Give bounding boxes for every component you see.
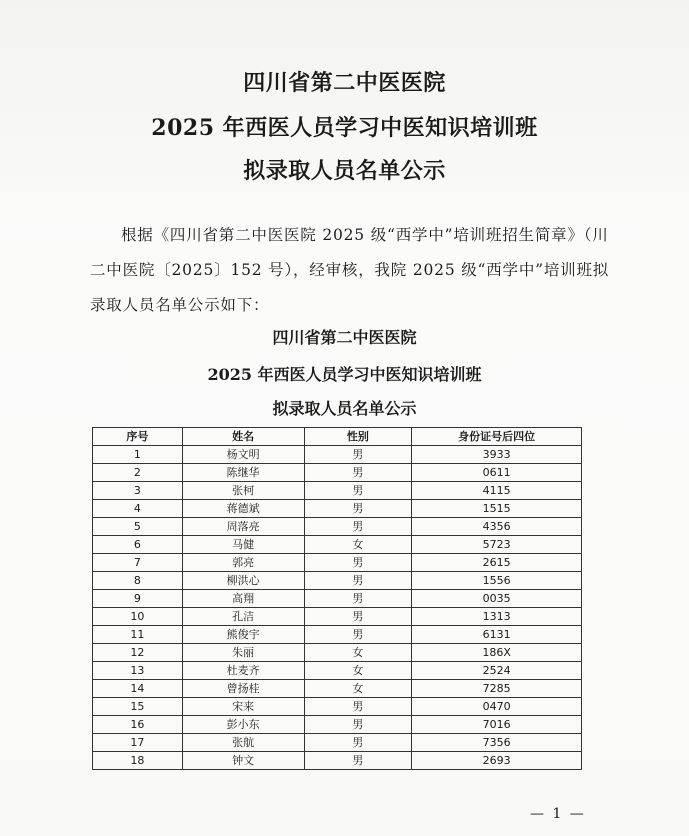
cell-name: 杨文明 bbox=[182, 446, 304, 464]
cell-index: 15 bbox=[93, 698, 183, 716]
cell-name: 张航 bbox=[182, 734, 304, 752]
table-header-row bbox=[93, 428, 582, 446]
cell-name: 郭亮 bbox=[182, 554, 304, 572]
cell-name: 朱丽 bbox=[182, 644, 304, 662]
cell-id-last4: 7285 bbox=[412, 680, 582, 698]
cell-gender: 男 bbox=[304, 500, 412, 518]
cell-id-last4: 7016 bbox=[412, 716, 582, 734]
cell-name: 宋来 bbox=[182, 698, 304, 716]
cell-index: 2 bbox=[93, 464, 183, 482]
cell-name: 张柯 bbox=[182, 482, 304, 500]
cell-gender: 男 bbox=[304, 572, 412, 590]
cell-index: 6 bbox=[93, 536, 183, 554]
header-gender: 性别 bbox=[304, 428, 412, 446]
table-row bbox=[93, 698, 582, 716]
cell-name: 周落亮 bbox=[182, 518, 304, 536]
cell-gender: 女 bbox=[304, 644, 412, 662]
cell-name: 曾扬桂 bbox=[182, 680, 304, 698]
table-row bbox=[93, 518, 582, 536]
cell-id-last4: 1556 bbox=[412, 572, 582, 590]
cell-id-last4: 1515 bbox=[412, 500, 582, 518]
header-index: 序号 bbox=[93, 428, 183, 446]
table-row bbox=[93, 554, 582, 572]
cell-name: 高翔 bbox=[182, 590, 304, 608]
cell-index: 10 bbox=[93, 608, 183, 626]
cell-index: 13 bbox=[93, 662, 183, 680]
table-row bbox=[93, 644, 582, 662]
table-row bbox=[93, 662, 582, 680]
page-number: — 1 — bbox=[530, 806, 586, 822]
cell-gender: 男 bbox=[304, 608, 412, 626]
cell-index: 17 bbox=[93, 734, 183, 752]
cell-id-last4: 7356 bbox=[412, 734, 582, 752]
cell-gender: 男 bbox=[304, 716, 412, 734]
cell-index: 5 bbox=[93, 518, 183, 536]
table-row bbox=[93, 464, 582, 482]
table-row bbox=[93, 446, 582, 464]
cell-id-last4: 1313 bbox=[412, 608, 582, 626]
cell-index: 4 bbox=[93, 500, 183, 518]
table-row bbox=[93, 626, 582, 644]
cell-id-last4: 4115 bbox=[412, 482, 582, 500]
cell-name: 熊俊宇 bbox=[182, 626, 304, 644]
cell-gender: 男 bbox=[304, 590, 412, 608]
cell-id-last4: 4356 bbox=[412, 518, 582, 536]
cell-gender: 男 bbox=[304, 446, 412, 464]
cell-id-last4: 6131 bbox=[412, 626, 582, 644]
cell-id-last4: 0035 bbox=[412, 590, 582, 608]
cell-name: 蒋德斌 bbox=[182, 500, 304, 518]
cell-id-last4: 2693 bbox=[412, 752, 582, 770]
cell-gender: 女 bbox=[304, 662, 412, 680]
table-title-line2: 2025 年西医人员学习中医知识培训班 bbox=[207, 365, 482, 384]
cell-gender: 男 bbox=[304, 518, 412, 536]
cell-index: 8 bbox=[93, 572, 183, 590]
header-id-last4: 身份证号后四位 bbox=[412, 428, 582, 446]
cell-index: 7 bbox=[93, 554, 183, 572]
cell-id-last4: 5723 bbox=[412, 536, 582, 554]
cell-gender: 男 bbox=[304, 626, 412, 644]
cell-index: 12 bbox=[93, 644, 183, 662]
cell-name: 柳洪心 bbox=[182, 572, 304, 590]
cell-id-last4: 0611 bbox=[412, 464, 582, 482]
cell-id-last4: 3933 bbox=[412, 446, 582, 464]
cell-gender: 男 bbox=[304, 698, 412, 716]
table-row bbox=[93, 752, 582, 770]
table-title-line3: 拟录取人员名单公示 bbox=[272, 399, 417, 418]
table-row bbox=[93, 482, 582, 500]
cell-name: 杜麦齐 bbox=[182, 662, 304, 680]
cell-id-last4: 186X bbox=[412, 644, 582, 662]
document-title-line3: 拟录取人员名单公示 bbox=[243, 158, 446, 184]
document-title-line1: 四川省第二中医医院 bbox=[243, 70, 446, 96]
cell-gender: 男 bbox=[304, 734, 412, 752]
table-row bbox=[93, 500, 582, 518]
table-row bbox=[93, 590, 582, 608]
cell-index: 18 bbox=[93, 752, 183, 770]
cell-gender: 男 bbox=[304, 752, 412, 770]
cell-gender: 男 bbox=[304, 554, 412, 572]
cell-index: 1 bbox=[93, 446, 183, 464]
table-body bbox=[93, 446, 582, 770]
table-title-line1: 四川省第二中医医院 bbox=[272, 328, 417, 347]
cell-index: 16 bbox=[93, 716, 183, 734]
cell-id-last4: 2524 bbox=[412, 662, 582, 680]
table-row bbox=[93, 716, 582, 734]
admission-roster-table bbox=[92, 427, 582, 770]
cell-gender: 女 bbox=[304, 680, 412, 698]
cell-name: 彭小东 bbox=[182, 716, 304, 734]
cell-name: 钟文 bbox=[182, 752, 304, 770]
cell-index: 3 bbox=[93, 482, 183, 500]
cell-gender: 女 bbox=[304, 536, 412, 554]
cell-index: 11 bbox=[93, 626, 183, 644]
header-name: 姓名 bbox=[182, 428, 304, 446]
document-title-line2: 2025 年西医人员学习中医知识培训班 bbox=[151, 115, 538, 141]
table-row bbox=[93, 734, 582, 752]
cell-name: 陈继华 bbox=[182, 464, 304, 482]
cell-gender: 男 bbox=[304, 464, 412, 482]
cell-id-last4: 2615 bbox=[412, 554, 582, 572]
cell-gender: 男 bbox=[304, 482, 412, 500]
table-row bbox=[93, 680, 582, 698]
cell-index: 14 bbox=[93, 680, 183, 698]
cell-index: 9 bbox=[93, 590, 183, 608]
table-row bbox=[93, 608, 582, 626]
cell-id-last4: 0470 bbox=[412, 698, 582, 716]
table-row bbox=[93, 536, 582, 554]
table-row bbox=[93, 572, 582, 590]
body-paragraph: 根据《四川省第二中医医院 2025 级“西学中”培训班招生简章》（川二中医院〔2025〕152 号），经审核，我院 2025 级“西学中”培训班拟录取人员名单公示如下： bbox=[90, 226, 610, 314]
cell-name: 马健 bbox=[182, 536, 304, 554]
cell-name: 孔洁 bbox=[182, 608, 304, 626]
